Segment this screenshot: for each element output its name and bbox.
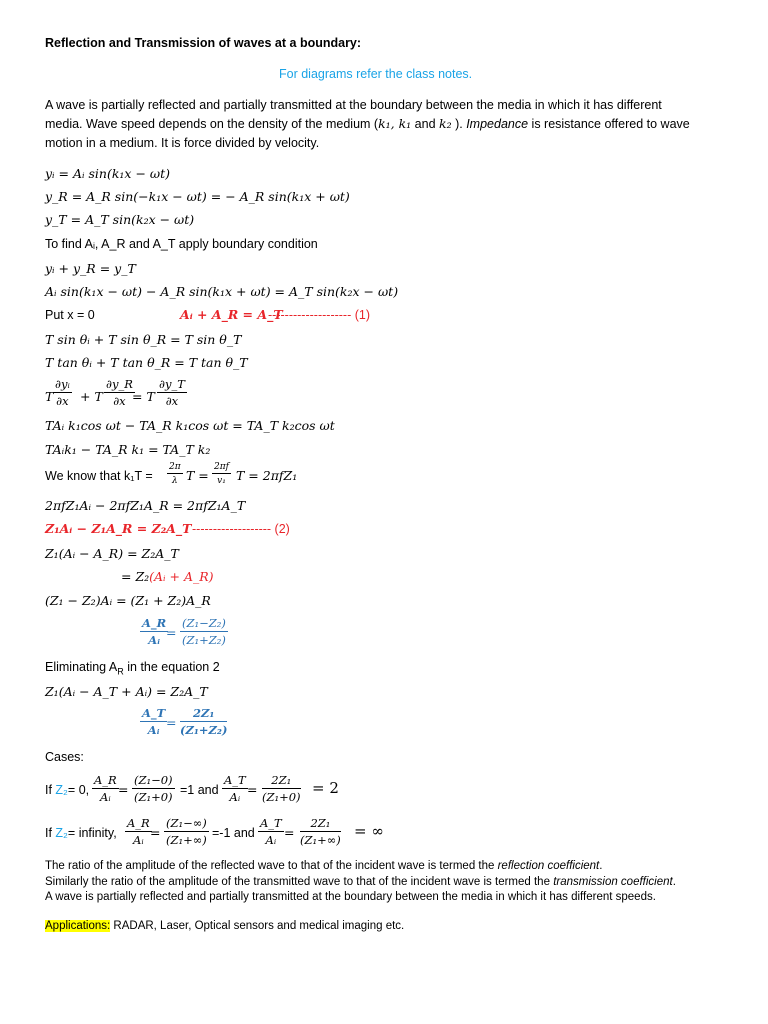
wave-number-2: k₂ xyxy=(439,116,452,131)
summary-2a: Similarly the ratio of the amplitude of the transmitted wave to that of the incident wave is termed the xyxy=(45,876,554,888)
page-title: Reflection and Transmission of waves at a boundary: xyxy=(45,36,362,50)
eq-reflected: y_R = A_R sin(−k₁x − ωt) = − A_R sin(k₁x + ωt) xyxy=(45,189,350,204)
deriv-fraction-2 xyxy=(104,378,135,408)
case1-val: = 0, xyxy=(67,783,90,797)
ratio1-num2: (Z₁−Z₂) xyxy=(182,616,226,630)
weknow-num-2: 2πf xyxy=(214,462,229,472)
eq-2-tag: ------------------- (2) xyxy=(192,522,290,536)
ratio1-equals: = xyxy=(166,625,177,640)
diagram-note: For diagrams refer the class notes. xyxy=(279,67,473,81)
case2-result2: = ∞ xyxy=(354,822,384,840)
eq-2: Z₁Aᵢ − Z₁A_R = Z₂A_T xyxy=(45,521,192,536)
intro-and: and xyxy=(411,117,440,131)
weknow-num-1: 2π xyxy=(169,462,181,472)
case2-n2: (Z₁−∞) xyxy=(166,816,207,830)
case1-frac-3 xyxy=(222,774,248,804)
case2-eq: = xyxy=(150,825,161,840)
eliminating-text xyxy=(45,659,220,680)
reflection-coefficient: reflection coefficient xyxy=(497,860,600,872)
case1-z2: Z₂ xyxy=(55,783,68,797)
eq-tak: TAᵢ k₁cos ωt − TA_R k₁cos ωt = TA_T k₂cos ωt xyxy=(45,418,335,433)
case1-eq2: = xyxy=(247,782,258,797)
weknow-result: T = 2πfZ₁ xyxy=(236,468,298,483)
case2-d1: Aᵢ xyxy=(133,833,144,847)
case1-n4: 2Z₁ xyxy=(262,774,301,789)
deriv-T: T xyxy=(45,389,54,404)
deriv-num-2: ∂y_R xyxy=(106,377,133,391)
eq-boundary: yᵢ + y_R = y_T xyxy=(45,261,136,276)
cases-label: Cases: xyxy=(45,750,84,764)
case1-result2: = 2 xyxy=(312,779,339,797)
deriv-num-1: ∂yᵢ xyxy=(55,377,70,391)
case2-frac-3 xyxy=(258,817,284,847)
case1-d3: Aᵢ xyxy=(229,790,241,804)
impedance-term: Impedance xyxy=(466,117,529,131)
case2-result: =-1 and xyxy=(212,826,255,840)
eq-2pif: 2πfZ₁Aᵢ − 2πfZ₁A_R = 2πfZ₁A_T xyxy=(45,498,246,513)
case2-d2: (Z₁+∞) xyxy=(166,833,207,847)
wave-numbers: k₁, k₁ xyxy=(378,116,412,131)
elim-a: Eliminating A xyxy=(45,660,118,674)
case2-frac-1 xyxy=(125,817,152,847)
intro-rest: is resistance offered to wave xyxy=(528,117,690,131)
eq-boundary-expanded: Aᵢ sin(k₁x − ωt) − A_R sin(k₁x + ωt) = A_T sin(k₂x − ωt) xyxy=(45,284,399,299)
ratio1-lhs xyxy=(140,617,168,647)
case1-frac-2 xyxy=(132,774,175,804)
deriv-eq-T: = T xyxy=(132,389,155,404)
case2-eq2: = xyxy=(284,825,295,840)
eq-z2-lhs: = Z₂ xyxy=(121,569,150,584)
eq-z4: Z₁(Aᵢ − A_T + Aᵢ) = Z₂A_T xyxy=(45,684,208,699)
case1-if: If xyxy=(45,783,56,797)
intro-line-2 xyxy=(45,116,690,132)
weknow-fraction-2 xyxy=(212,462,231,486)
eq-incident: yᵢ = Aᵢ sin(k₁x − ωt) xyxy=(45,166,170,181)
deriv-den-2: ∂x xyxy=(113,394,126,408)
case1-eq: = xyxy=(118,782,129,797)
ratio1-rhs xyxy=(180,617,228,647)
applications-label: Applications: xyxy=(45,920,111,932)
applications-text: RADAR, Laser, Optical sensors and medical imaging etc. xyxy=(110,920,405,932)
case2-frac-4 xyxy=(300,817,341,847)
eq-tension-sin: T sin θᵢ + T sin θ_R = T sin θ_T xyxy=(45,332,242,347)
eq-z3: (Z₁ − Z₂)Aᵢ = (Z₁ + Z₂)A_R xyxy=(45,593,211,608)
eq-z2 xyxy=(121,569,214,585)
summary-1c: . xyxy=(599,860,603,872)
intro-line-1: A wave is partially reflected and partially transmitted at the boundary between the media in which it has different xyxy=(45,98,662,112)
intro-close: ). xyxy=(451,117,467,131)
case2-n4: 2Z₁ xyxy=(300,817,341,832)
ratio2-lhs xyxy=(140,707,167,737)
case2-n1: A_R xyxy=(127,816,150,830)
applications xyxy=(45,918,404,934)
deriv-den-3: ∂x xyxy=(165,394,179,408)
case1-result: =1 and xyxy=(180,783,219,797)
summary-line-3: A wave is partially reflected and partially transmitted at the boundary between the media in which it has different speeds. xyxy=(45,891,656,903)
case2-n3: A_T xyxy=(260,816,282,830)
intro-line-3: motion in a medium. It is force divided by velocity. xyxy=(45,136,320,150)
weknow-den-1: λ xyxy=(171,476,178,486)
deriv-plus-T: + T xyxy=(80,389,103,404)
transmission-coefficient: transmission coefficient xyxy=(553,876,673,888)
case1-n1: A_R xyxy=(94,773,117,787)
summary-1a: The ratio of the amplitude of the reflected wave to that of the incident wave is termed the xyxy=(45,860,498,872)
deriv-num-3: ∂y_T xyxy=(159,377,185,391)
case2-frac-2 xyxy=(164,817,209,847)
eq-1: Aᵢ + A_R = A_T xyxy=(180,307,283,322)
to-find-text: To find Aᵢ, A_R and A_T apply boundary condition xyxy=(45,237,318,251)
case1-n2: (Z₁−0) xyxy=(134,773,173,787)
elim-sub: R xyxy=(117,666,124,677)
case1-d4: (Z₁+0) xyxy=(262,790,301,804)
ratio1-den: Aᵢ xyxy=(148,633,160,647)
eq-transmitted: y_T = A_T sin(k₂x − ωt) xyxy=(45,212,195,227)
deriv-fraction-1 xyxy=(53,378,72,408)
put-x-zero: Put x = 0 xyxy=(45,308,95,322)
case2-d4: (Z₁+∞) xyxy=(300,833,341,847)
we-know-text: We know that k₁T = xyxy=(45,469,153,483)
weknow-T-eq: T = xyxy=(186,468,209,483)
deriv-fraction-3 xyxy=(157,378,187,408)
case1-frac-4 xyxy=(262,774,301,804)
ratio2-rhs xyxy=(180,707,227,737)
ratio1-den2: (Z₁+Z₂) xyxy=(182,633,226,647)
summary-line-2 xyxy=(45,874,676,890)
eq-1-tag: -------------------- (1) xyxy=(268,308,371,322)
weknow-fraction-1 xyxy=(167,462,183,486)
case2-val: = infinity, xyxy=(67,826,117,840)
case1-d2: (Z₁+0) xyxy=(134,790,173,804)
case1-d1: Aᵢ xyxy=(100,790,111,804)
weknow-den-2: v₁ xyxy=(217,476,226,486)
eq-tak-2: TAᵢk₁ − TA_R k₁ = TA_T k₂ xyxy=(45,442,211,457)
case2-z2: Z₂ xyxy=(55,826,68,840)
ratio2-num: A_T xyxy=(142,706,166,720)
ratio2-equals: = xyxy=(166,715,177,730)
eq-tension-tan: T tan θᵢ + T tan θ_R = T tan θ_T xyxy=(45,355,248,370)
case2-d3: Aᵢ xyxy=(265,833,277,847)
case1-condition xyxy=(45,782,89,798)
ratio1-num: A_R xyxy=(142,616,167,630)
deriv-den-1: ∂x xyxy=(56,394,69,408)
summary-2c: . xyxy=(672,876,676,888)
eq-z1: Z₁(Aᵢ − A_R) = Z₂A_T xyxy=(45,546,179,561)
case1-frac-1 xyxy=(92,774,119,804)
ratio2-den: Aᵢ xyxy=(147,723,160,737)
intro-text: media. Wave speed depends on the density of the medium ( xyxy=(45,117,379,131)
summary-line-1 xyxy=(45,858,602,874)
case2-condition xyxy=(45,825,117,841)
elim-b: in the equation 2 xyxy=(123,660,220,674)
ratio2-den2: (Z₁+Z₂) xyxy=(180,723,228,737)
eq-z2-red: (Aᵢ + A_R) xyxy=(149,569,214,584)
ratio2-num2: 2Z₁ xyxy=(180,707,227,722)
case2-if: If xyxy=(45,826,56,840)
case1-n3: A_T xyxy=(224,773,246,787)
